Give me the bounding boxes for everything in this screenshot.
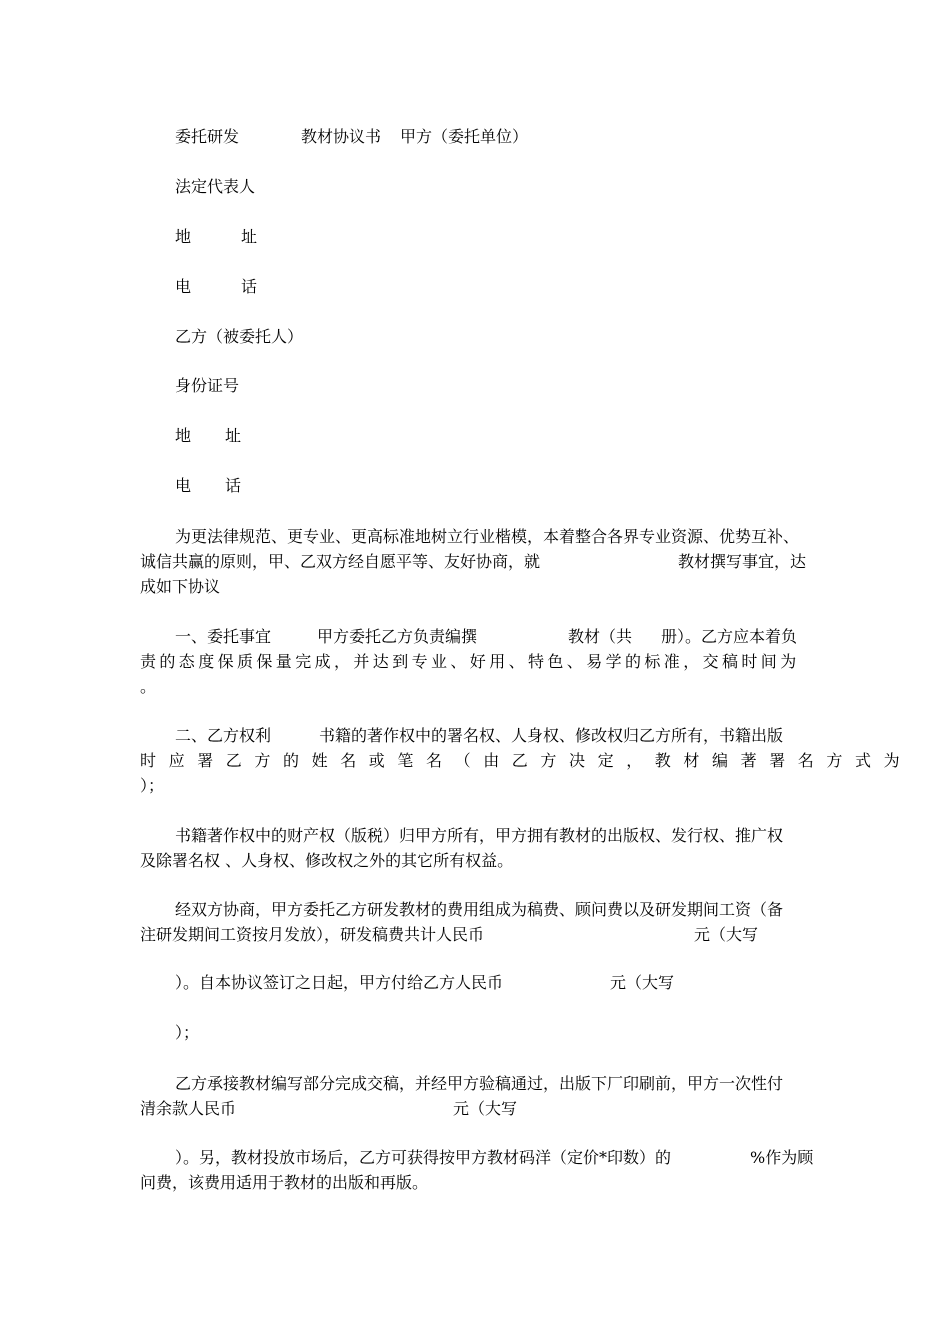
preamble-line-2-a: 诚信共赢的原则，甲、乙双方经自愿平等、友好协商，就 (140, 552, 541, 571)
section-2-line-3: ）； (140, 776, 165, 795)
balance-line-2-b: 元（大写 (453, 1099, 518, 1118)
section-1-text-c: 册）。乙方应本着负 (661, 627, 798, 646)
balance-line-2-a: 清余款人民币 (140, 1099, 237, 1118)
section-1-text-a: 甲方委托乙方负责编撰 (317, 627, 478, 646)
party-a-phone-label-2: 话 (241, 277, 258, 296)
party-a-address-label-1: 地 (175, 227, 192, 246)
section-1-paragraph (140, 624, 810, 699)
section-2-line-1 (140, 723, 810, 748)
balance-line-2 (140, 1096, 810, 1121)
balance-line-1: 乙方承接教材编写部分完成交稿，并经甲方验稿通过，出版下厂印刷前，甲方一次性付 (175, 1074, 784, 1093)
party-a-address-label-2: 址 (241, 227, 258, 246)
section-1-line-3: 。 (140, 677, 157, 696)
party-b-id-label: 身份证号 (175, 376, 240, 395)
party-b-phone-label-2: 话 (225, 476, 242, 495)
doc-title: 教材协议书 (301, 127, 382, 146)
party-b-address-label-2: 址 (225, 426, 242, 445)
preamble-line-2-b: 教材撰写事宜，达 (678, 552, 807, 571)
fee-line-2 (140, 922, 810, 947)
section-1-line-2 (140, 649, 810, 674)
fee-paragraph (140, 897, 810, 947)
party-b-address-label-1: 地 (175, 426, 192, 445)
fee-line-2-b: 元（大写 (694, 925, 759, 944)
consulting-fee-line-1-a: ）。另，教材投放市场后，乙方可获得按甲方教材码洋（定价*印数）的 (175, 1148, 672, 1167)
section-2-paragraph (140, 723, 913, 798)
copyright-paragraph (140, 823, 810, 873)
copyright-line-2: 及除署名权 、人身权、修改权之外的其它所有权益。 (140, 851, 514, 870)
fee-line-2-a: 注研发期间工资按月发放），研发稿费共计人民币 (140, 925, 485, 944)
section-2-heading: 二、乙方权利 (175, 726, 272, 745)
doc-title-prefix: 委托研发 (175, 127, 240, 146)
preamble-line-2 (140, 549, 810, 574)
fee-line-1: 经双方协商，甲方委托乙方研发教材的费用组成为稿费、顾问费以及研发期间工资（备 (175, 900, 784, 919)
preamble-line-3: 成如下协议 (140, 577, 221, 596)
payment-line-end: ）； (175, 1023, 200, 1042)
consulting-fee-line-2: 问费，该费用适用于教材的出版和再版。 (140, 1173, 429, 1192)
section-1-line-2-text: 责的态度保质保量完成，并达到专业、好用、特色、易学的标准，交稿时间为 (140, 652, 800, 671)
consulting-fee-paragraph (140, 1145, 814, 1195)
party-b-heading: 乙方（被委托人） (175, 327, 304, 346)
section-1-text-b: 教材（共 (568, 627, 633, 646)
party-a-legal-rep-label: 法定代表人 (175, 177, 256, 196)
section-1-heading: 一、委托事宜 (175, 627, 272, 646)
party-a-phone-label-1: 电 (175, 277, 192, 296)
payment-line-b: 元（大写 (610, 973, 675, 992)
party-b-phone-label-1: 电 (175, 476, 192, 495)
consulting-fee-line-1 (140, 1145, 814, 1170)
preamble-paragraph (140, 524, 810, 599)
section-2-line-2 (140, 748, 913, 773)
preamble-line-1: 为更法律规范、更专业、更高标准地树立行业楷模，本着整合各界专业资源、优势互补、 (175, 527, 800, 546)
consulting-fee-line-1-b: %作为顾 (750, 1148, 814, 1167)
balance-paragraph (140, 1071, 810, 1121)
section-1-line-1 (140, 624, 810, 649)
payment-line-a: ）。自本协议签订之日起，甲方付给乙方人民币 (175, 973, 504, 992)
party-a-heading: 甲方（委托单位） (400, 127, 529, 146)
section-2-text-a: 书籍的著作权中的署名权、人身权、修改权归乙方所有，书籍出版 (319, 726, 784, 745)
copyright-line-1: 书籍著作权中的财产权（版税）归甲方所有，甲方拥有教材的出版权、发行权、推广权 (175, 826, 784, 845)
section-2-line-2-text: 时应署乙方的姓名或笔名（由乙方决定，教材编著署名方式为 (140, 751, 913, 770)
